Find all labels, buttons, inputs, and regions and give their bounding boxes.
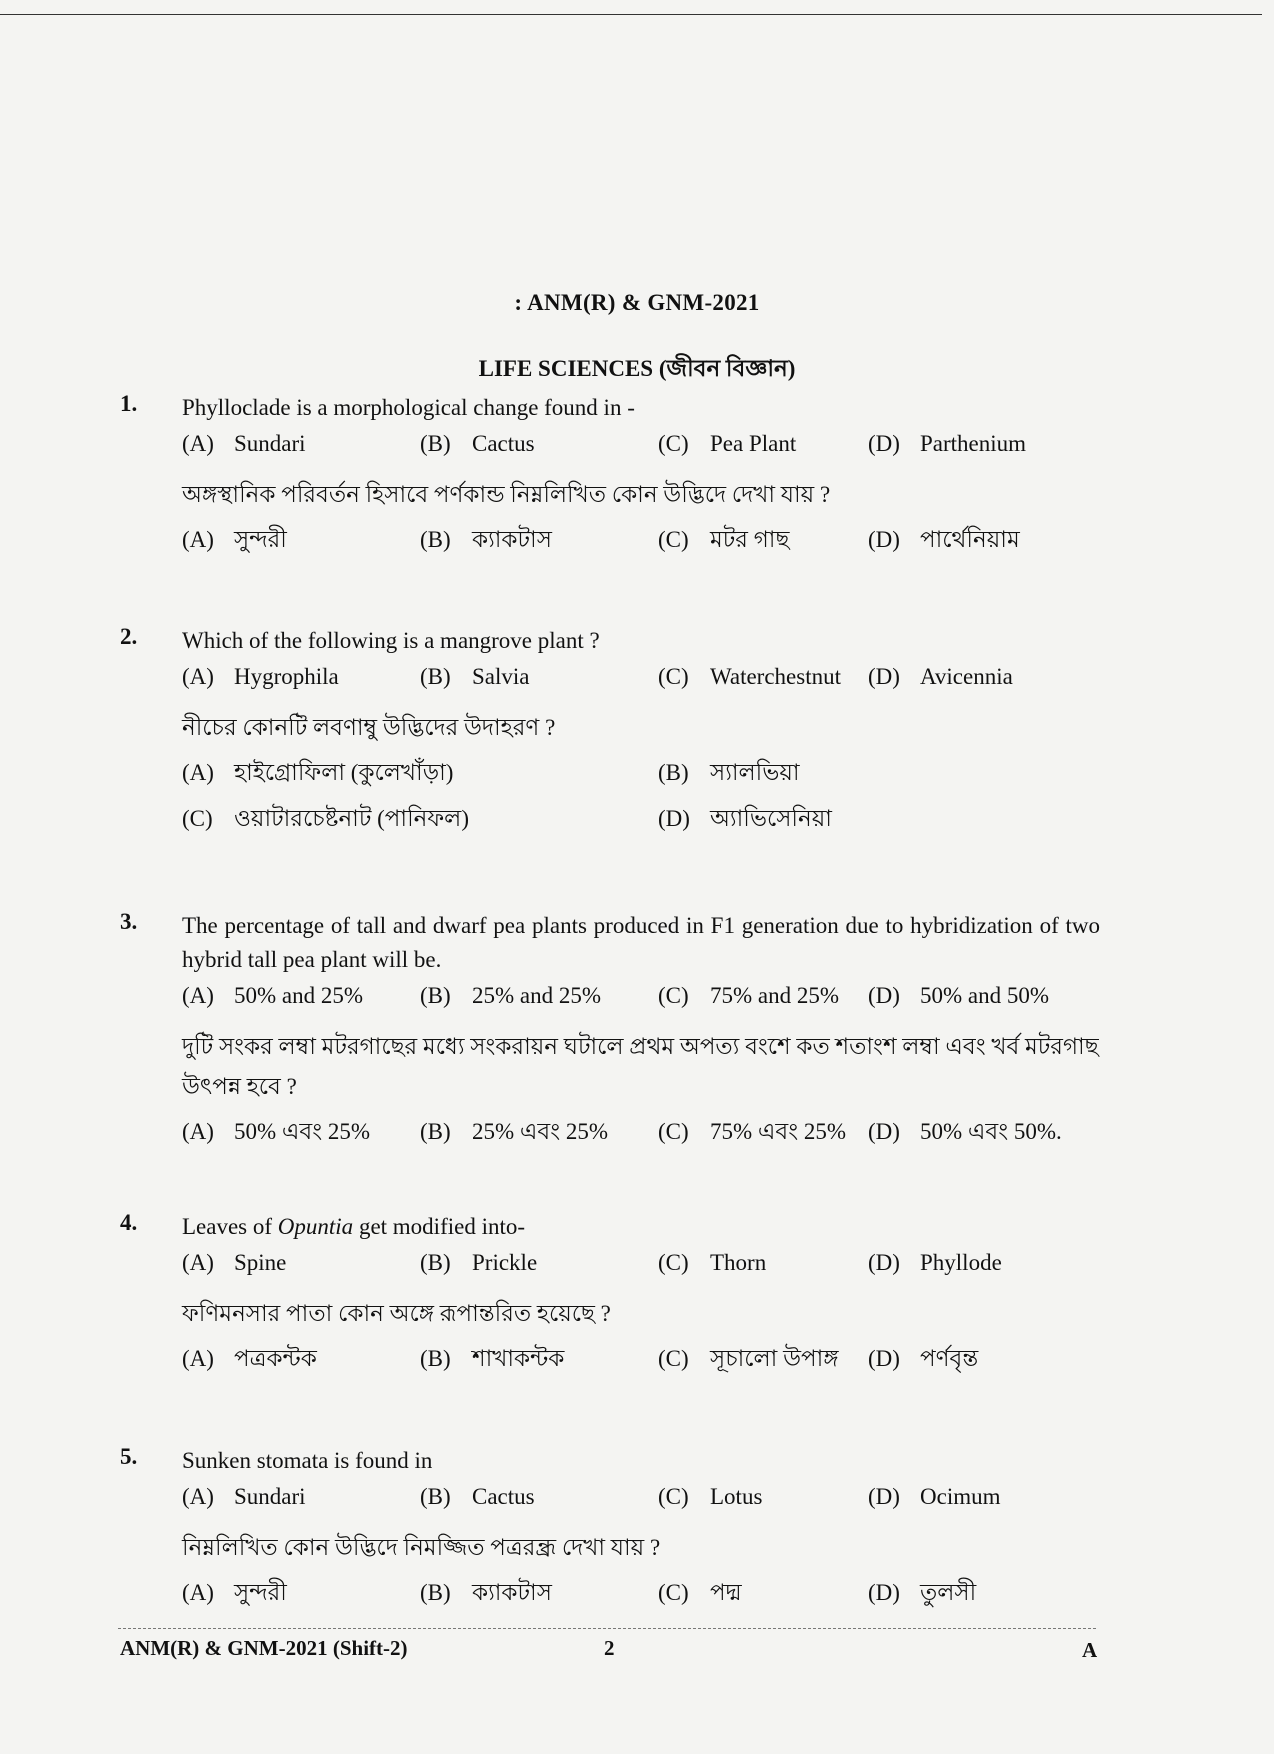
option-b: (B) Prickle: [420, 1250, 538, 1275]
option-a-bn: (A) সুন্দরী: [182, 1580, 287, 1605]
question-text-bn: অঙ্গস্থানিক পরিবর্তন হিসাবে পর্ণকান্ড নিম্নলিখিত কোন উদ্ভিদে দেখা যায় ?: [182, 482, 831, 507]
option-d-bn: (D) পর্ণবৃন্ত: [868, 1346, 979, 1371]
option-c: (C) Lotus: [658, 1484, 763, 1509]
options-bn-row-2: [182, 794, 1100, 840]
options-bn-row-1: [182, 748, 1100, 794]
question-text-bn: নীচের কোনটি লবণাম্বু উদ্ভিদের উদাহরণ ?: [182, 715, 556, 740]
option-a-bn: (A) সুন্দরী: [182, 527, 287, 552]
option-c: (C) Pea Plant: [658, 431, 797, 456]
option-a: (A) Hygrophila: [182, 664, 339, 689]
question-5: [120, 1444, 1100, 1614]
option-d-bn: (D) পার্থেনিয়াম: [868, 527, 1020, 552]
option-b-bn: (B) ক্যাকটাস: [420, 1580, 552, 1605]
option-a: (A) 50% and 25%: [182, 983, 364, 1008]
species-name: Opuntia: [277, 1214, 354, 1239]
option-d: (D) Phyllode: [868, 1250, 1002, 1275]
option-c-bn: (C) মটর গাছ: [658, 527, 790, 552]
options-bn: [182, 1334, 1100, 1380]
question-text-bn: নিম্নলিখিত কোন উদ্ভিদে নিমজ্জিত পত্ররন্ধ্র দেখা যায় ?: [182, 1535, 661, 1560]
option-c: (C) 75% and 25%: [658, 983, 840, 1008]
question-text-en: Leaves of Opuntia get modified into-: [182, 1214, 526, 1239]
option-d-bn: (D) তুলসী: [868, 1580, 977, 1605]
options-bn: [182, 515, 1100, 561]
question-number: 5.: [120, 1444, 138, 1469]
question-number: 1.: [120, 391, 138, 416]
option-d-bn: (D) অ্যাভিসেনিয়া: [658, 806, 832, 831]
options-en: [182, 1244, 1100, 1290]
option-c-bn: (C) সূচালো উপাঙ্গ: [658, 1346, 839, 1371]
question-text-en: Sunken stomata is found in: [182, 1448, 433, 1473]
question-number: 2.: [120, 624, 138, 649]
question-number: 3.: [120, 909, 138, 934]
option-b: (B) 25% and 25%: [420, 983, 602, 1008]
footer-exam: ANM(R) & GNM-2021 (Shift-2): [120, 1636, 408, 1660]
option-b: (B) Salvia: [420, 664, 530, 689]
option-b: (B) Cactus: [420, 1484, 535, 1509]
option-a-bn: (A) পত্রকন্টক: [182, 1346, 317, 1371]
option-d-bn: (D) 50% এবং 50%.: [868, 1119, 1062, 1144]
option-a-bn: (A) 50% এবং 25%: [182, 1119, 371, 1144]
option-d: (D) Ocimum: [868, 1484, 1001, 1509]
question-text-en: The percentage of tall and dwarf pea plants produced in F1 generation due to hybridization of two hybrid tall pea plant will be.: [182, 913, 1100, 972]
option-d: (D) Parthenium: [868, 431, 1027, 456]
subject-title: LIFE SCIENCES (জীবন বিজ্ঞান): [478, 356, 796, 381]
options-en: [182, 425, 1100, 471]
question-number: 4.: [120, 1210, 138, 1235]
option-a-bn: (A) হাইগ্রোফিলা (কুলেখাঁড়া): [182, 760, 454, 785]
option-a: (A) Sundari: [182, 431, 306, 456]
question-text-en: Which of the following is a mangrove plant ?: [182, 628, 600, 653]
option-d: (D) 50% and 50%: [868, 983, 1050, 1008]
options-bn: [182, 1107, 1100, 1153]
option-c: (C) Waterchestnut: [658, 664, 841, 689]
option-c: (C) Thorn: [658, 1250, 767, 1275]
exam-title: : ANM(R) & GNM-2021: [514, 290, 760, 315]
options-bn: [182, 1568, 1100, 1614]
options-en: [182, 658, 1100, 704]
question-text-bn: ফণিমনসার পাতা কোন অঙ্গে রূপান্তরিত হয়েছে ?: [182, 1301, 611, 1326]
footer-rule: [118, 1628, 1096, 1629]
question-text-en: Phylloclade is a morphological change found in -: [182, 395, 635, 420]
top-rule: [0, 14, 1262, 15]
option-c-bn: (C) 75% এবং 25%: [658, 1119, 847, 1144]
option-d: (D) Avicennia: [868, 664, 1013, 689]
option-a: (A) Spine: [182, 1250, 287, 1275]
option-c-bn: (C) ওয়াটারচেষ্টনাট (পানিফল): [182, 806, 469, 831]
question-3: [120, 909, 1100, 1153]
question-text-bn: দুটি সংকর লম্বা মটরগাছের মধ্যে সংকরায়ন ঘটালে প্রথম অপত্য বংশে কত শতাংশ লম্বা এবং খর্ব মটরগাছ উৎপন্ন হবে ?: [182, 1034, 1099, 1099]
options-en: [182, 977, 1100, 1023]
options-en: [182, 1478, 1100, 1524]
page-number: 2: [604, 1636, 615, 1660]
option-b: (B) Cactus: [420, 431, 535, 456]
option-b-bn: (B) 25% এবং 25%: [420, 1119, 609, 1144]
option-b-bn: (B) স্যালভিয়া: [658, 760, 800, 785]
booklet-set: A: [1082, 1638, 1098, 1662]
option-b-bn: (B) শাখাকন্টক: [420, 1346, 565, 1371]
question-2: [120, 624, 1100, 840]
question-4: [120, 1210, 1100, 1380]
question-1: [120, 391, 1100, 561]
option-a: (A) Sundari: [182, 1484, 306, 1509]
option-b-bn: (B) ক্যাকটাস: [420, 527, 552, 552]
option-c-bn: (C) পদ্ম: [658, 1580, 742, 1605]
